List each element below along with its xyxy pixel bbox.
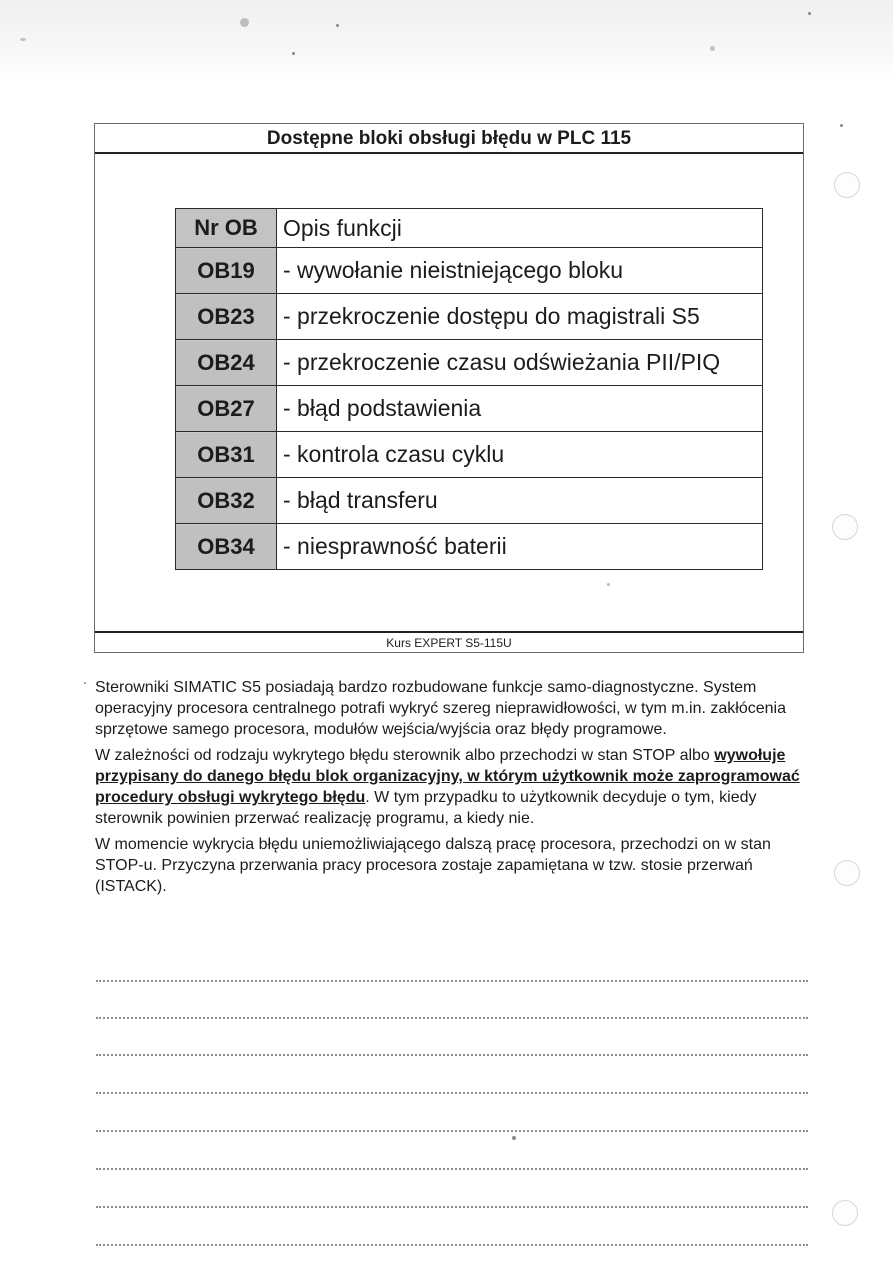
paragraph-2-end: . W tym przypadku to użytkownik decyduje o tym, kiedy sterownik powinien przerwać realizację programu, a kiedy nie. — [95, 789, 757, 827]
ob-description: - wywołanie nieistniejącego bloku — [277, 248, 763, 294]
header-code: Nr OB — [176, 209, 277, 248]
scan-speck — [840, 124, 843, 127]
slide-title: Dostępne bloki obsługi błędu w PLC 115 — [95, 124, 803, 154]
ob-description: - błąd podstawienia — [277, 386, 763, 432]
punch-hole — [834, 860, 860, 886]
table-row — [176, 478, 763, 524]
body-text — [95, 677, 810, 902]
paragraph-1: Sterowniki SIMATIC S5 posiadają bardzo rozbudowane funkcje samo-diagnostyczne. System operacyjny procesora centralnego potrafi wykryć szereg nieprawidłowości, w tym m.in. zakłócenia sprzętowe samego procesora, modułów wejścia/wyjścia oraz błędy programowe. — [95, 679, 786, 738]
paragraph-3: W momencie wykrycia błędu uniemożliwiającego dalszą pracę procesora, przechodzi on w stan STOP-u. Przyczyna przerwania pracy procesora zostaje zapamiętana w tzw. stosie przerwań (ISTACK). — [95, 836, 771, 895]
table-row — [176, 248, 763, 294]
scan-speck — [336, 24, 339, 27]
table-header-row — [176, 209, 763, 248]
punch-hole — [834, 172, 860, 198]
header-description: Opis funkcji — [277, 209, 763, 248]
scan-speck — [512, 1136, 516, 1140]
ob-code: OB34 — [176, 524, 277, 570]
ob-description: - przekroczenie dostępu do magistrali S5 — [277, 294, 763, 340]
ob-description: - przekroczenie czasu odświeżania PII/PIQ — [277, 340, 763, 386]
note-line — [96, 1168, 808, 1170]
paragraph-2-emphasis: wywołuje przypisany do danego błędu blok organizacyjny, w którym użytkownik może zaprogramować procedury obsługi wykrytego błędu — [95, 747, 800, 806]
punch-hole — [832, 514, 858, 540]
scan-speck — [710, 46, 715, 51]
table-row — [176, 524, 763, 570]
table-row — [176, 432, 763, 478]
ob-table — [175, 208, 763, 570]
punch-hole — [832, 1200, 858, 1226]
scan-speck — [240, 18, 249, 27]
ob-code: OB27 — [176, 386, 277, 432]
note-line — [96, 1092, 808, 1094]
slide-footer: Kurs EXPERT S5-115U — [95, 631, 803, 653]
ob-description: - niesprawność baterii — [277, 524, 763, 570]
note-line — [96, 1054, 808, 1056]
scan-speck — [292, 52, 295, 55]
ob-code: OB31 — [176, 432, 277, 478]
note-line — [96, 1017, 808, 1019]
note-line — [96, 1206, 808, 1208]
note-line — [96, 1130, 808, 1132]
note-line — [96, 980, 808, 982]
table-row — [176, 340, 763, 386]
note-line — [96, 1244, 808, 1246]
ob-description: - kontrola czasu cyklu — [277, 432, 763, 478]
scan-speck — [808, 12, 811, 15]
paragraph-2 — [95, 745, 810, 829]
table-row — [176, 294, 763, 340]
scan-speck — [20, 38, 26, 41]
table-row — [176, 386, 763, 432]
ob-code: OB19 — [176, 248, 277, 294]
ob-code: OB24 — [176, 340, 277, 386]
paragraph-2-start: W zależności od rodzaju wykrytego błędu sterownik albo przechodzi w stan STOP albo — [95, 747, 715, 764]
scan-speck — [84, 682, 86, 684]
slide-frame — [94, 123, 804, 653]
ob-code: OB23 — [176, 294, 277, 340]
ob-description: - błąd transferu — [277, 478, 763, 524]
scan-edge — [0, 0, 893, 80]
ob-code: OB32 — [176, 478, 277, 524]
